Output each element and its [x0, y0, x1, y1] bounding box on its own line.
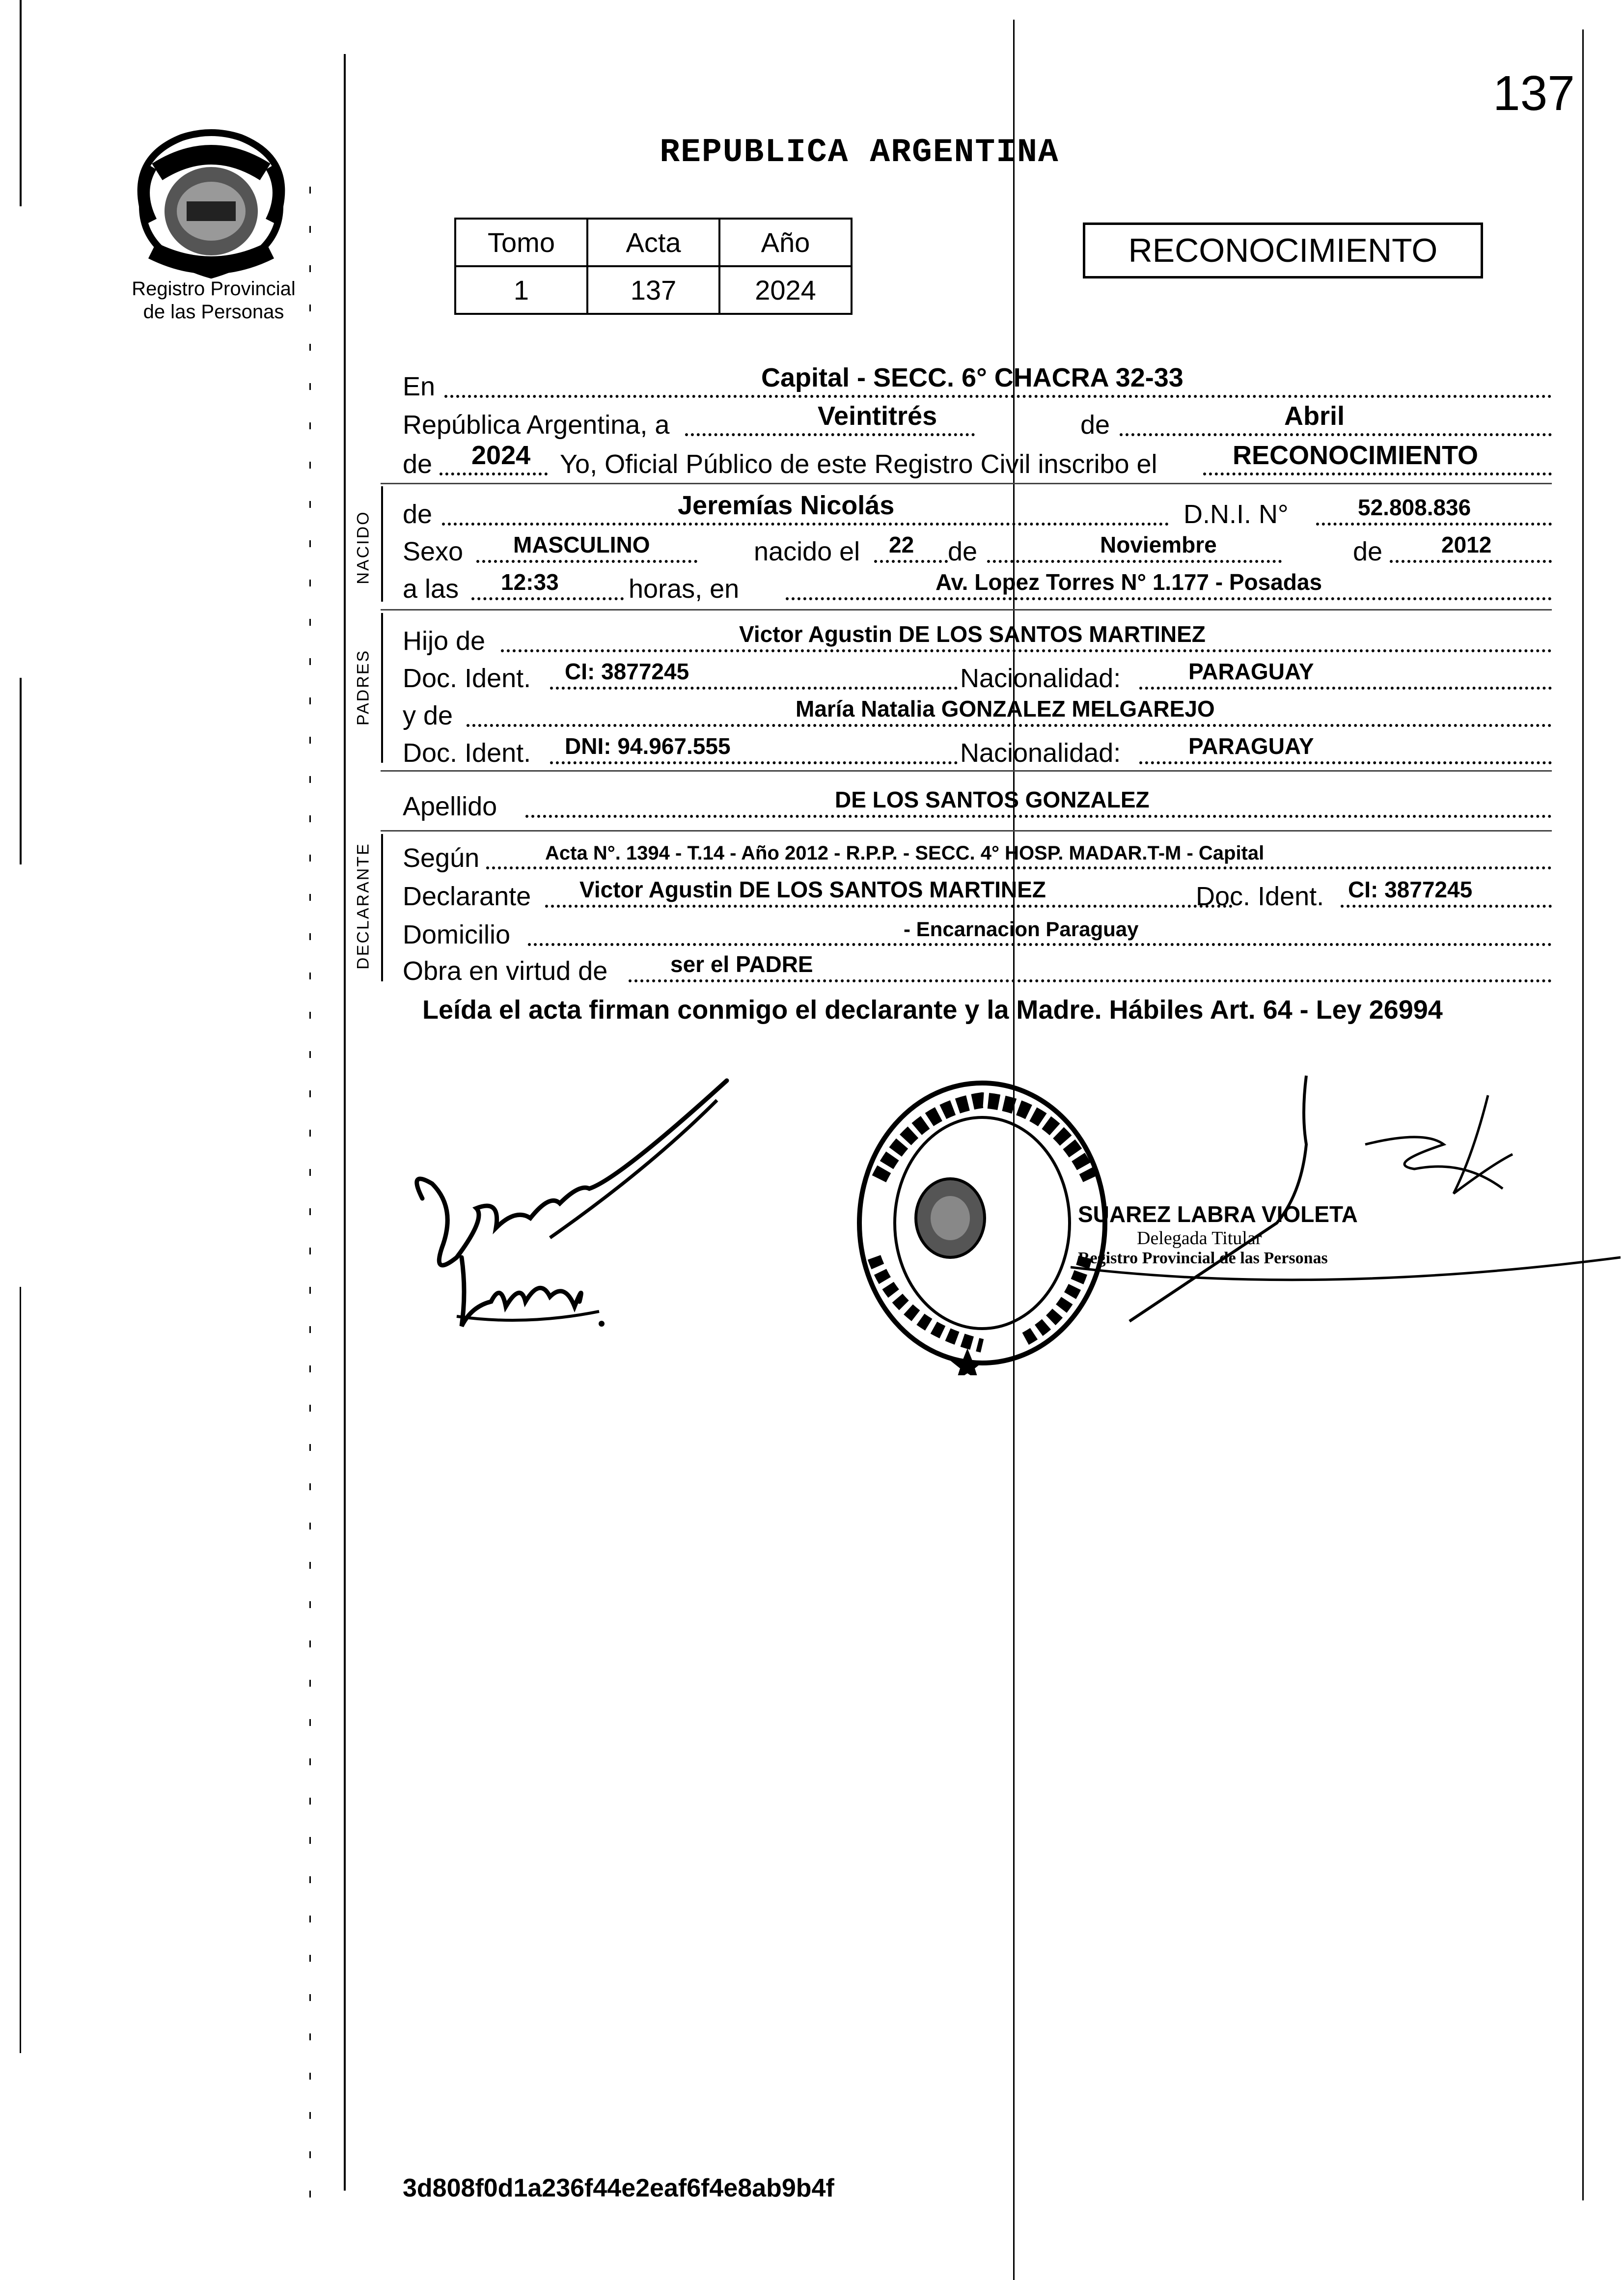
- registry-table: [454, 218, 853, 315]
- year-value: 2024: [471, 441, 531, 470]
- statement-text: Yo, Oficial Público de este Registro Civil inscribo el: [560, 449, 1157, 479]
- de-label: de: [403, 449, 433, 479]
- republica-label: República Argentina, a: [403, 410, 670, 440]
- father-nationality-value: PARAGUAY: [1188, 659, 1314, 684]
- dotted-line: [550, 687, 958, 690]
- dotted-line: [442, 523, 1169, 526]
- dotted-line: [545, 905, 1233, 908]
- mother-doc-value: DNI: 94.967.555: [565, 733, 731, 759]
- father-name-value: Victor Agustin DE LOS SANTOS MARTINEZ: [739, 621, 1206, 647]
- declarant-signature: [403, 1071, 756, 1365]
- dotted-line: [525, 815, 1552, 818]
- dotted-line: [550, 761, 958, 764]
- dotted-line: [987, 560, 1282, 563]
- row-year: [403, 441, 1552, 480]
- a-las-label: a las: [403, 574, 459, 604]
- mother-nationality-value: PARAGUAY: [1188, 733, 1314, 759]
- segun-label: Según: [403, 843, 480, 873]
- act-type-box: RECONOCIMIENTO: [1083, 222, 1483, 278]
- sexo-label: Sexo: [403, 537, 464, 566]
- birth-day-value: 22: [889, 532, 914, 557]
- anio-value: 2024: [719, 266, 852, 314]
- doc-ident-label: Doc. Ident.: [403, 738, 531, 768]
- de-label: de: [403, 500, 433, 529]
- domicilio-value: - Encarnacion Paraguay: [904, 918, 1139, 941]
- father-doc-value: CI: 3877245: [565, 659, 689, 684]
- dotted-line: [629, 979, 1552, 982]
- registry-name-line1: Registro Provincial: [132, 278, 296, 300]
- declarante-value: Victor Agustin DE LOS SANTOS MARTINEZ: [579, 877, 1046, 902]
- binding-dashes: [309, 187, 311, 2200]
- dotted-line: [1139, 687, 1552, 690]
- document-title: REPUBLICA ARGENTINA: [660, 134, 1059, 171]
- divider: [381, 830, 1552, 832]
- sexo-value: MASCULINO: [513, 532, 650, 557]
- nacionalidad-label: Nacionalidad:: [960, 738, 1121, 768]
- row-y-de: [403, 693, 1552, 732]
- doc-ident-label: Doc. Ident.: [403, 664, 531, 693]
- dotted-line: [685, 433, 975, 436]
- padres-section-label: PADRES: [354, 649, 373, 726]
- left-margin-line: [20, 0, 22, 206]
- apellido-value: DE LOS SANTOS GONZALEZ: [835, 787, 1150, 812]
- binding-line: [344, 54, 346, 2191]
- day-words-value: Veintitrés: [818, 401, 937, 431]
- child-name-value: Jeremías Nicolás: [678, 491, 895, 520]
- row-nacido-name: [403, 491, 1552, 530]
- registry-name-line2: de las Personas: [143, 301, 284, 323]
- apellido-label: Apellido: [403, 792, 497, 821]
- place-value: Capital - SECC. 6° CHACRA 32-33: [761, 363, 1184, 392]
- segun-value: Acta N°. 1394 - T.14 - Año 2012 - R.P.P. - SECC. 4° HOSP. MADAR.T-M - Capital: [545, 842, 1265, 864]
- padres-bracket: [381, 613, 383, 763]
- left-margin-line-2: [20, 678, 22, 864]
- row-obra: [403, 948, 1552, 987]
- declarante-label: Declarante: [403, 882, 531, 911]
- row-domicilio: [403, 912, 1552, 951]
- row-en: [403, 363, 1552, 403]
- row-republica: [403, 402, 1552, 441]
- dotted-line: [786, 597, 1552, 600]
- act-word-value: RECONOCIMIENTO: [1233, 441, 1479, 470]
- dotted-line: [528, 943, 1552, 946]
- declarante-bracket: [381, 834, 383, 981]
- dotted-line: [1316, 523, 1552, 526]
- left-margin-line-3: [20, 1287, 21, 2053]
- dotted-line: [501, 649, 1552, 652]
- page-number: 137: [1493, 66, 1575, 121]
- row-segun: [403, 835, 1552, 874]
- obra-value: ser el PADRE: [670, 951, 813, 977]
- row-sexo: [403, 528, 1552, 568]
- nacionalidad-label: Nacionalidad:: [960, 664, 1121, 693]
- nacido-section-label: NACIDO: [354, 510, 373, 584]
- tomo-value: 1: [455, 266, 587, 314]
- closing-statement: Leída el acta firman conmigo el declarante y la Madre. Hábiles Art. 64 - Ley 26994: [422, 995, 1443, 1025]
- row-mother-doc: [403, 730, 1552, 769]
- official-org: Registro Provincial de las Personas: [1078, 1249, 1328, 1267]
- birth-month-value: Noviembre: [1100, 532, 1217, 557]
- dotted-line: [440, 473, 548, 475]
- birth-year-value: 2012: [1441, 532, 1492, 557]
- row-declarante: [403, 873, 1552, 913]
- birth-place-value: Av. Lopez Torres N° 1.177 - Posadas: [936, 569, 1322, 595]
- dotted-line: [1341, 905, 1552, 908]
- document-hash: 3d808f0d1a236f44e2eaf6f4e8ab9b4f: [403, 2174, 834, 2202]
- de-label: de: [1353, 537, 1383, 566]
- birth-time-value: 12:33: [501, 569, 559, 595]
- row-hijo-de: [403, 618, 1552, 657]
- tomo-header: Tomo: [455, 219, 587, 266]
- dotted-line: [476, 560, 697, 563]
- nacido-el-label: nacido el: [754, 537, 860, 566]
- doc-ident-label: Doc. Ident.: [1196, 882, 1324, 911]
- dotted-line: [1120, 433, 1552, 436]
- dotted-line: [874, 560, 948, 563]
- dotted-line: [1390, 560, 1552, 563]
- acta-header: Acta: [587, 219, 719, 266]
- obra-label: Obra en virtud de: [403, 956, 608, 986]
- row-hora: [403, 566, 1552, 605]
- dotted-line: [1139, 761, 1552, 764]
- divider: [381, 483, 1552, 484]
- official-role: Delegada Titular: [1137, 1228, 1262, 1249]
- horas-label: horas, en: [629, 574, 740, 604]
- divider: [381, 770, 1552, 772]
- dotted-line: [1203, 473, 1552, 475]
- row-father-doc: [403, 655, 1552, 695]
- hijo-de-label: Hijo de: [403, 626, 486, 656]
- nacido-bracket: [381, 486, 383, 602]
- dotted-line: [471, 597, 624, 600]
- dni-label: D.N.I. N°: [1184, 500, 1289, 529]
- declarante-section-label: DECLARANTE: [354, 842, 373, 970]
- dotted-line: [444, 395, 1552, 398]
- declarante-doc-value: CI: 3877245: [1348, 877, 1473, 902]
- y-de-label: y de: [403, 701, 453, 730]
- dni-value: 52.808.836: [1358, 495, 1471, 520]
- acta-value: 137: [587, 266, 719, 314]
- month-value: Abril: [1284, 401, 1345, 431]
- registry-name: [118, 278, 309, 324]
- dotted-line: [486, 866, 1552, 869]
- province-seal-logo: [123, 118, 300, 285]
- de-label: de: [1080, 410, 1110, 440]
- row-apellido: [403, 783, 1552, 823]
- official-signature: [1071, 1066, 1621, 1341]
- divider: [381, 609, 1552, 611]
- en-label: En: [403, 372, 436, 401]
- dotted-line: [467, 724, 1552, 727]
- anio-header: Año: [719, 219, 852, 266]
- mother-name-value: María Natalia GONZALEZ MELGAREJO: [796, 696, 1215, 722]
- domicilio-label: Domicilio: [403, 920, 511, 949]
- de-label: de: [948, 537, 978, 566]
- official-name: SUAREZ LABRA VIOLETA: [1078, 1201, 1358, 1227]
